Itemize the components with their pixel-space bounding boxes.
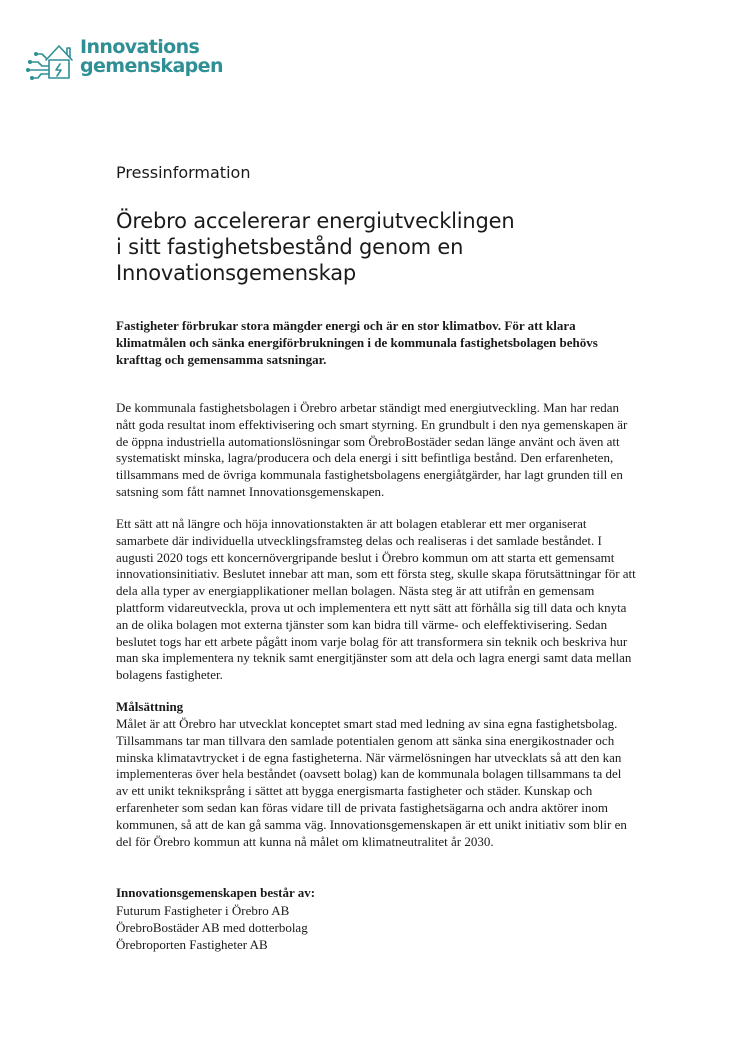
section-heading-members: Innovationsgemenskapen består av: <box>116 885 316 900</box>
lead-paragraph: Fastigheter förbrukar stora mängder energi och är en stor klimatbov. För att klara klimatmålen och sänka energiförbrukningen i de kommunala fastighetsbolagen behövs krafttag och gemensamma satsningar. <box>116 318 598 367</box>
list-item: ÖrebroBostäder AB med dotterbolag <box>116 919 308 935</box>
headline-line: i sitt fastighetsbestånd genom en <box>116 235 464 259</box>
logo-wordmark <box>80 38 223 76</box>
logo <box>26 36 223 88</box>
kicker: Pressinformation <box>116 163 251 182</box>
list-item: Futurum Fastigheter i Örebro AB <box>116 903 290 918</box>
headline <box>116 208 636 286</box>
headline-line: Innovationsgemenskap <box>116 261 356 285</box>
body-paragraph: Ett sätt att nå längre och höja innovationstakten är att bolagen etablerar ett mer organiserat samarbete där individuella utvecklingsframsteg delas och realiseras i det samlade beståndet. I augusti 2020 togs ett koncernövergripande beslut i Örebro kommun om att starta ett gemensamt innovationsinitiativ. Beslutet innebar att man, som ett första steg, skulle skapa förutsättningar för att dela alla typer av energiapplikationer mellan bolagen. Nästa steg är att utifrån en gemensam plattform vidareutveckla, prova ut och implementera ett nytt sätt att förhålla sig till data och knyta an de olika bolagen mot externa tjänster som kan bidra till värme- och eleffektivisering. Sedan beslutet togs har ett arbete pågått inom varje bolag för att transformera sin teknik och beskriva hur man ska implementera ny teknik samt energitjänster som att dela och lagra energi samt data mellan bolagens fastigheter. <box>116 516 636 683</box>
body-paragraph: De kommunala fastighetsbolagen i Örebro arbetar ständigt med energiutveckling. Man har redan nått goda resultat inom effektivisering och smart styrning. En grundbult i den nya gemenskapen är de öppna industriella automationslösningar som ÖrebroBostäder sedan länge använt och även att systematiskt minska, lagra/producera och dela energi i sitt befintliga bestånd. Den erfarenheten, tillsammans med de övriga kommunala fastighetsbolagens energiåtgärder, har lagt grunden till en satsning som fått namnet Innovationsgemenskapen. <box>116 400 628 499</box>
house-circuit-icon <box>26 40 78 84</box>
goal-paragraph: Målet är att Örebro har utvecklat konceptet smart stad med ledning av sina egna fastighetsbolag. Tillsammans tar man tillvara den samlade potentialen genom att sänka sina energikostnader och minska klimatavtrycket i de egna fastigheterna. När värmelösningen har utvecklats så att den kan implementeras över hela beståndet (oavsett bolag) kan de kommunala bolagen tillsammans ta del av ett unikt tekniksprång i sättet att bygga energismarta fastigheter och städer. Kunskap och erfarenheter som sedan kan föras vidare till de privata fastighetsägarna och andra aktörer inom kommunen, så att de kan gå samma väg. Innovationsgemenskapen är ett unikt initiativ som blir en del för Örebro kommun att kunna nå målet om klimatneutralitet år 2030. <box>116 716 627 849</box>
logo-line-2: gemenskapen <box>80 55 223 77</box>
list-item: Örebroporten Fastigheter AB <box>116 936 268 952</box>
logo-line-1: Innovations <box>80 36 200 58</box>
section-heading-goal: Målsättning <box>116 699 184 714</box>
headline-line: Örebro accelererar energiutvecklingen <box>116 209 515 233</box>
members-list <box>116 903 308 953</box>
